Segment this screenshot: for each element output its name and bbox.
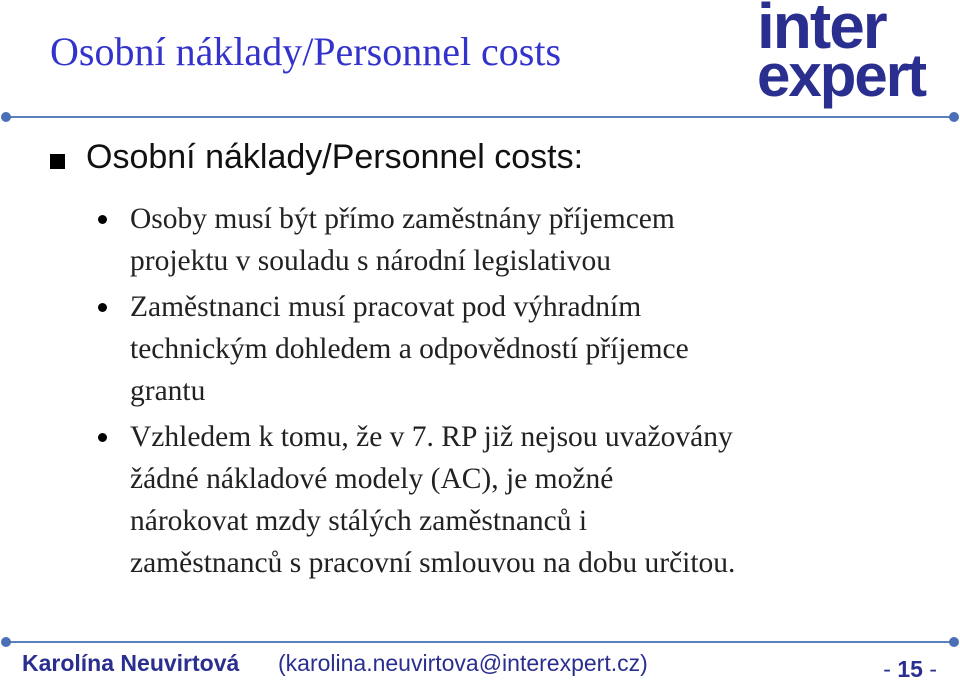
bullet-line: žádné nákladové modely (AC), je možné (130, 463, 614, 495)
page-number-prefix: - (883, 656, 898, 682)
top-divider-rule (0, 111, 960, 123)
interexpert-logo (757, 0, 947, 109)
bullet-line: Zaměstnanci musí pracovat pod výhradním (130, 291, 642, 323)
slide-title: Osobní náklady/Personnel costs (50, 29, 562, 74)
bullet-item (90, 416, 930, 584)
footer-author: Karolína Neuvirtová (22, 650, 240, 676)
page-number-value: 15 (897, 656, 923, 682)
bullet-list (90, 198, 930, 588)
page-number-suffix: - (922, 656, 937, 682)
bullet-line: grantu (130, 375, 206, 407)
square-bullet-icon (50, 154, 65, 169)
section-heading: Osobní náklady/Personnel costs: (86, 138, 584, 176)
bullet-line: nárokovat mzdy stálých zaměstnanců i (130, 505, 588, 537)
footer-email: (karolina.neuvirtova@interexpert.cz) (278, 650, 648, 676)
slide-footer (22, 650, 937, 680)
bullet-line: zaměstnanců s pracovní smlouvou na dobu určitou. (130, 547, 736, 579)
bullet-line: technickým dohledem a odpovědností příjemce (130, 333, 689, 365)
logo-line-expert: expert (757, 42, 926, 109)
bullet-dot-icon (98, 433, 107, 442)
bullet-line: Vzhledem k tomu, že v 7. RP již nejsou uvažovány (130, 421, 733, 453)
bullet-line: Osoby musí být přímo zaměstnány příjemcem (130, 203, 675, 235)
bottom-divider-rule (0, 636, 960, 648)
bullet-line: projektu v souladu s národní legislativou (130, 245, 611, 277)
logo-line-inter: inter (757, 0, 886, 62)
page-number (883, 656, 937, 683)
bullet-dot-icon (98, 215, 107, 224)
bullet-item (90, 198, 930, 282)
bullet-item (90, 286, 930, 412)
bullet-dot-icon (98, 303, 107, 312)
